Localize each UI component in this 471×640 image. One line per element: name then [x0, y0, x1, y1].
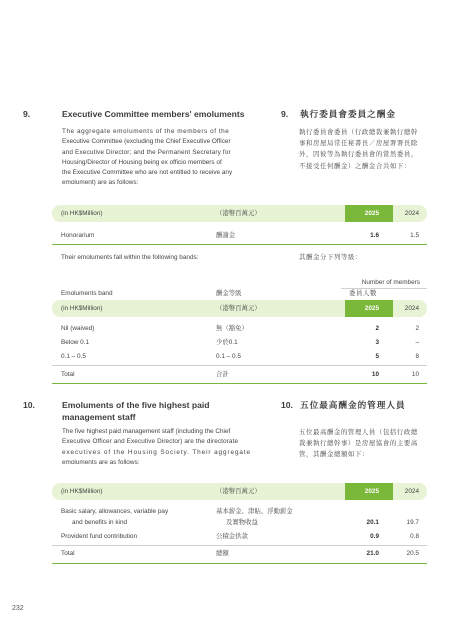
- table-row-label-zh-cont: 及實物收益: [226, 519, 258, 526]
- total-current: 21.0: [366, 550, 379, 557]
- table-row-prior: 1.5: [410, 232, 419, 239]
- paragraph-line: Executive Committee (excluding the Chief Executive Officer: [62, 138, 231, 146]
- paragraph-line: Housing/Director of Housing being ex officio members of: [62, 158, 222, 166]
- unit-label-zh: （港幣百萬元）: [216, 305, 261, 312]
- band-column-en: Emoluments band: [61, 290, 113, 297]
- table-2-bottom-rule: [52, 383, 427, 384]
- total-current: 10: [371, 371, 379, 378]
- section-title: 執行委員會委員之酬金: [300, 109, 396, 119]
- total-divider: [52, 365, 427, 366]
- section-10-paragraph-zh: [299, 427, 439, 461]
- table-row-prior: 0.8: [410, 533, 419, 540]
- paragraph-line: 外，因彼等為執行委員會的當然委員，: [299, 151, 418, 159]
- table-row-current: 2: [375, 325, 379, 332]
- section-number: 10.: [23, 400, 35, 410]
- total-prior: 10: [411, 371, 419, 378]
- year-prior: 2024: [404, 488, 419, 495]
- unit-label-en: (in HK$Million): [61, 210, 103, 217]
- section-number: 10.: [281, 400, 293, 410]
- paragraph-line: emoluments are as follows:: [62, 458, 140, 466]
- paragraph-line: the Executive Committee who are not entitled to receive any: [62, 169, 233, 177]
- table-row-label-zh: 公積金供款: [216, 533, 248, 540]
- section-title-line-2: management staff: [62, 412, 136, 422]
- section-title-line-1: Emoluments of the five highest paid: [62, 400, 210, 410]
- total-label-en: Total: [61, 371, 75, 378]
- table-row-label-en: 0.1 – 0.5: [61, 353, 86, 360]
- table-row-label-en: Basic salary, allowances, variable pay: [61, 508, 169, 515]
- paragraph-line: 事和房屋局常任秘書長／房屋署署長除: [299, 140, 418, 148]
- section-title: 五位最高酬金的管理人員: [300, 400, 406, 410]
- paragraph-line: emolument) are as follows:: [62, 179, 139, 187]
- table-row-prior: 2: [415, 325, 419, 332]
- section-title: Executive Committee members' emoluments: [62, 109, 245, 119]
- paragraph-line: 不接受任何酬金）之酬金合共如下：: [299, 162, 411, 170]
- section-number: 9.: [23, 109, 31, 119]
- year-prior: 2024: [404, 210, 419, 217]
- total-divider: [52, 545, 427, 546]
- paragraph-line: 裁兼執行總幹事）是房屋協會的主要高: [299, 440, 418, 448]
- table-row-label-en: Provident fund contribution: [61, 533, 138, 540]
- unit-label-en: (in HK$Million): [61, 488, 103, 495]
- paragraph-line: and Executive Director; and the Permanent Secretary for: [62, 148, 231, 156]
- table-row-label-en: Nil (waived): [61, 325, 95, 332]
- section-10-title-en: [23, 400, 273, 424]
- table-row-prior: –: [415, 339, 419, 346]
- paragraph-line: Executive Officer and Executive Director) are the directorate: [62, 438, 239, 446]
- year-current: 2025: [364, 488, 379, 495]
- table-row-label-zh: 無（豁免）: [216, 325, 248, 332]
- table-row-label-zh: 酬謝金: [216, 232, 236, 239]
- section-number: 9.: [281, 109, 289, 119]
- paragraph-line: The five highest paid management staff (including the Chief: [62, 428, 231, 435]
- header-divider: [341, 288, 427, 289]
- page-number: 232: [12, 605, 24, 612]
- total-label-zh: 總額: [216, 550, 229, 557]
- paragraph-line: 管，其酬金總額如下：: [299, 451, 369, 459]
- total-label-zh: 合計: [216, 371, 229, 378]
- section-9-paragraph-zh: [299, 127, 439, 172]
- paragraph-line: 五位最高酬金的管理人員（包括行政總: [299, 429, 418, 436]
- unit-label-en: (in HK$Million): [61, 305, 103, 312]
- bands-intro-zh: 其酬金分下列等級：: [299, 254, 362, 261]
- members-header-en: Number of members: [361, 279, 420, 286]
- table-row-current: 0.9: [370, 533, 379, 540]
- table-row-label-zh: 0.1 – 0.5: [216, 353, 241, 360]
- table-row-label-zh: 少於0.1: [216, 339, 238, 346]
- table-row-label-en-cont: and benefits in kind: [72, 519, 128, 526]
- table-row-label-en: Honorarium: [61, 232, 95, 239]
- paragraph-line: The aggregate emoluments of the members of the: [62, 128, 230, 135]
- table-row-current: 3: [375, 339, 379, 346]
- table-row-current: 5: [375, 353, 379, 360]
- section-10-paragraph-en: [62, 427, 274, 468]
- table-1-bottom-rule: [52, 244, 427, 245]
- year-current: 2025: [364, 210, 379, 217]
- bands-intro-en: Their emoluments fall within the following bands:: [61, 254, 199, 261]
- year-prior: 2024: [404, 305, 419, 312]
- total-label-en: Total: [61, 550, 75, 557]
- band-column-zh: 酬金等級: [216, 290, 242, 297]
- paragraph-line: 執行委員會委員（行政總裁兼執行總幹: [299, 129, 418, 136]
- table-row-label-zh: 基本薪金、津貼、浮動薪金: [216, 508, 293, 515]
- paragraph-line: executives of the Housing Society. Their aggregate: [62, 448, 251, 456]
- table-row-current: 20.1: [366, 519, 379, 526]
- table-row-prior: 8: [415, 353, 419, 360]
- section-9-paragraph-en: [62, 127, 274, 189]
- table-row-current: 1.6: [370, 232, 379, 239]
- table-row-prior: 19.7: [406, 519, 419, 526]
- total-prior: 20.5: [406, 550, 419, 557]
- table-3-bottom-rule: [52, 563, 427, 564]
- members-header-zh: 委員人數: [349, 290, 377, 297]
- table-row-label-en: Below 0.1: [61, 339, 90, 346]
- year-current: 2025: [364, 305, 379, 312]
- unit-label-zh: （港幣百萬元）: [216, 210, 261, 217]
- unit-label-zh: （港幣百萬元）: [216, 488, 261, 495]
